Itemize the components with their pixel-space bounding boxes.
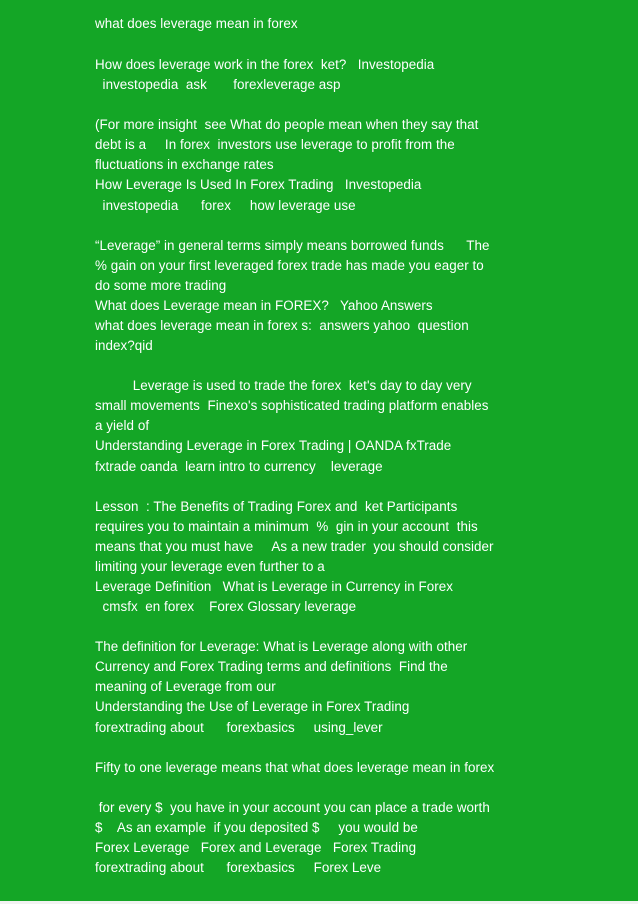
- text-line: $ As an example if you deposited $ you would be: [95, 820, 418, 835]
- text-line: meaning of Leverage from our: [95, 679, 276, 694]
- text-line: fxtrade oanda learn intro to currency leverage: [95, 459, 383, 474]
- text-line: fluctuations in exchange rates: [95, 157, 274, 172]
- text-line: for every $ you have in your account you can place a trade worth: [95, 800, 490, 815]
- text-line: what does leverage mean in forex s: answers yahoo question: [95, 318, 469, 333]
- text-line: forextrading about forexbasics Forex Leve: [95, 860, 382, 875]
- text-line: a yield of: [95, 418, 150, 433]
- text-line: limiting your leverage even further to a: [95, 559, 325, 574]
- text-line: Currency and Forex Trading terms and definitions Find the: [95, 659, 448, 674]
- text-line: “Leverage” in general terms simply means borrowed funds The: [95, 238, 490, 253]
- text-line: Leverage is used to trade the forex ket's day to day very: [95, 378, 472, 393]
- text-line: How does leverage work in the forex ket? Investopedia: [95, 57, 435, 72]
- text-line: cmsfx en forex Forex Glossary leverage: [95, 599, 357, 614]
- text-line: Forex Leverage Forex and Leverage Forex Trading: [95, 840, 417, 855]
- text-line: forextrading about forexbasics using_lever: [95, 720, 383, 735]
- text-line: debt is a In forex investors use leverage to profit from the: [95, 137, 455, 152]
- text-line: % gain on your first leveraged forex trade has made you eager to: [95, 258, 484, 273]
- text-line: index?qid: [95, 338, 153, 353]
- text-line: Lesson : The Benefits of Trading Forex and ket Participants: [95, 499, 458, 514]
- text-line: investopedia forex how leverage use: [95, 198, 356, 213]
- text-line: what does leverage mean in forex: [95, 16, 298, 31]
- text-line: Understanding the Use of Leverage in Forex Trading: [95, 699, 410, 714]
- text-line: investopedia ask forexleverage asp: [95, 77, 341, 92]
- text-line: What does Leverage mean in FOREX? Yahoo Answers: [95, 298, 433, 313]
- text-line: requires you to maintain a minimum % gin in your account this: [95, 519, 478, 534]
- text-line: The definition for Leverage: What is Leverage along with other: [95, 639, 468, 654]
- text-line: Fifty to one leverage means that what does leverage mean in forex: [95, 760, 495, 775]
- text-line: How Leverage Is Used In Forex Trading Investopedia: [95, 177, 422, 192]
- text-line: (For more insight see What do people mean when they say that: [95, 117, 479, 132]
- text-line: means that you must have As a new trader you should consider: [95, 539, 494, 554]
- text-line: do some more trading: [95, 278, 227, 293]
- text-line: Understanding Leverage in Forex Trading | OANDA fxTrade: [95, 438, 452, 453]
- text-line: small movements Finexo's sophisticated trading platform enables: [95, 398, 489, 413]
- text-line: Leverage Definition What is Leverage in Currency in Forex: [95, 579, 453, 594]
